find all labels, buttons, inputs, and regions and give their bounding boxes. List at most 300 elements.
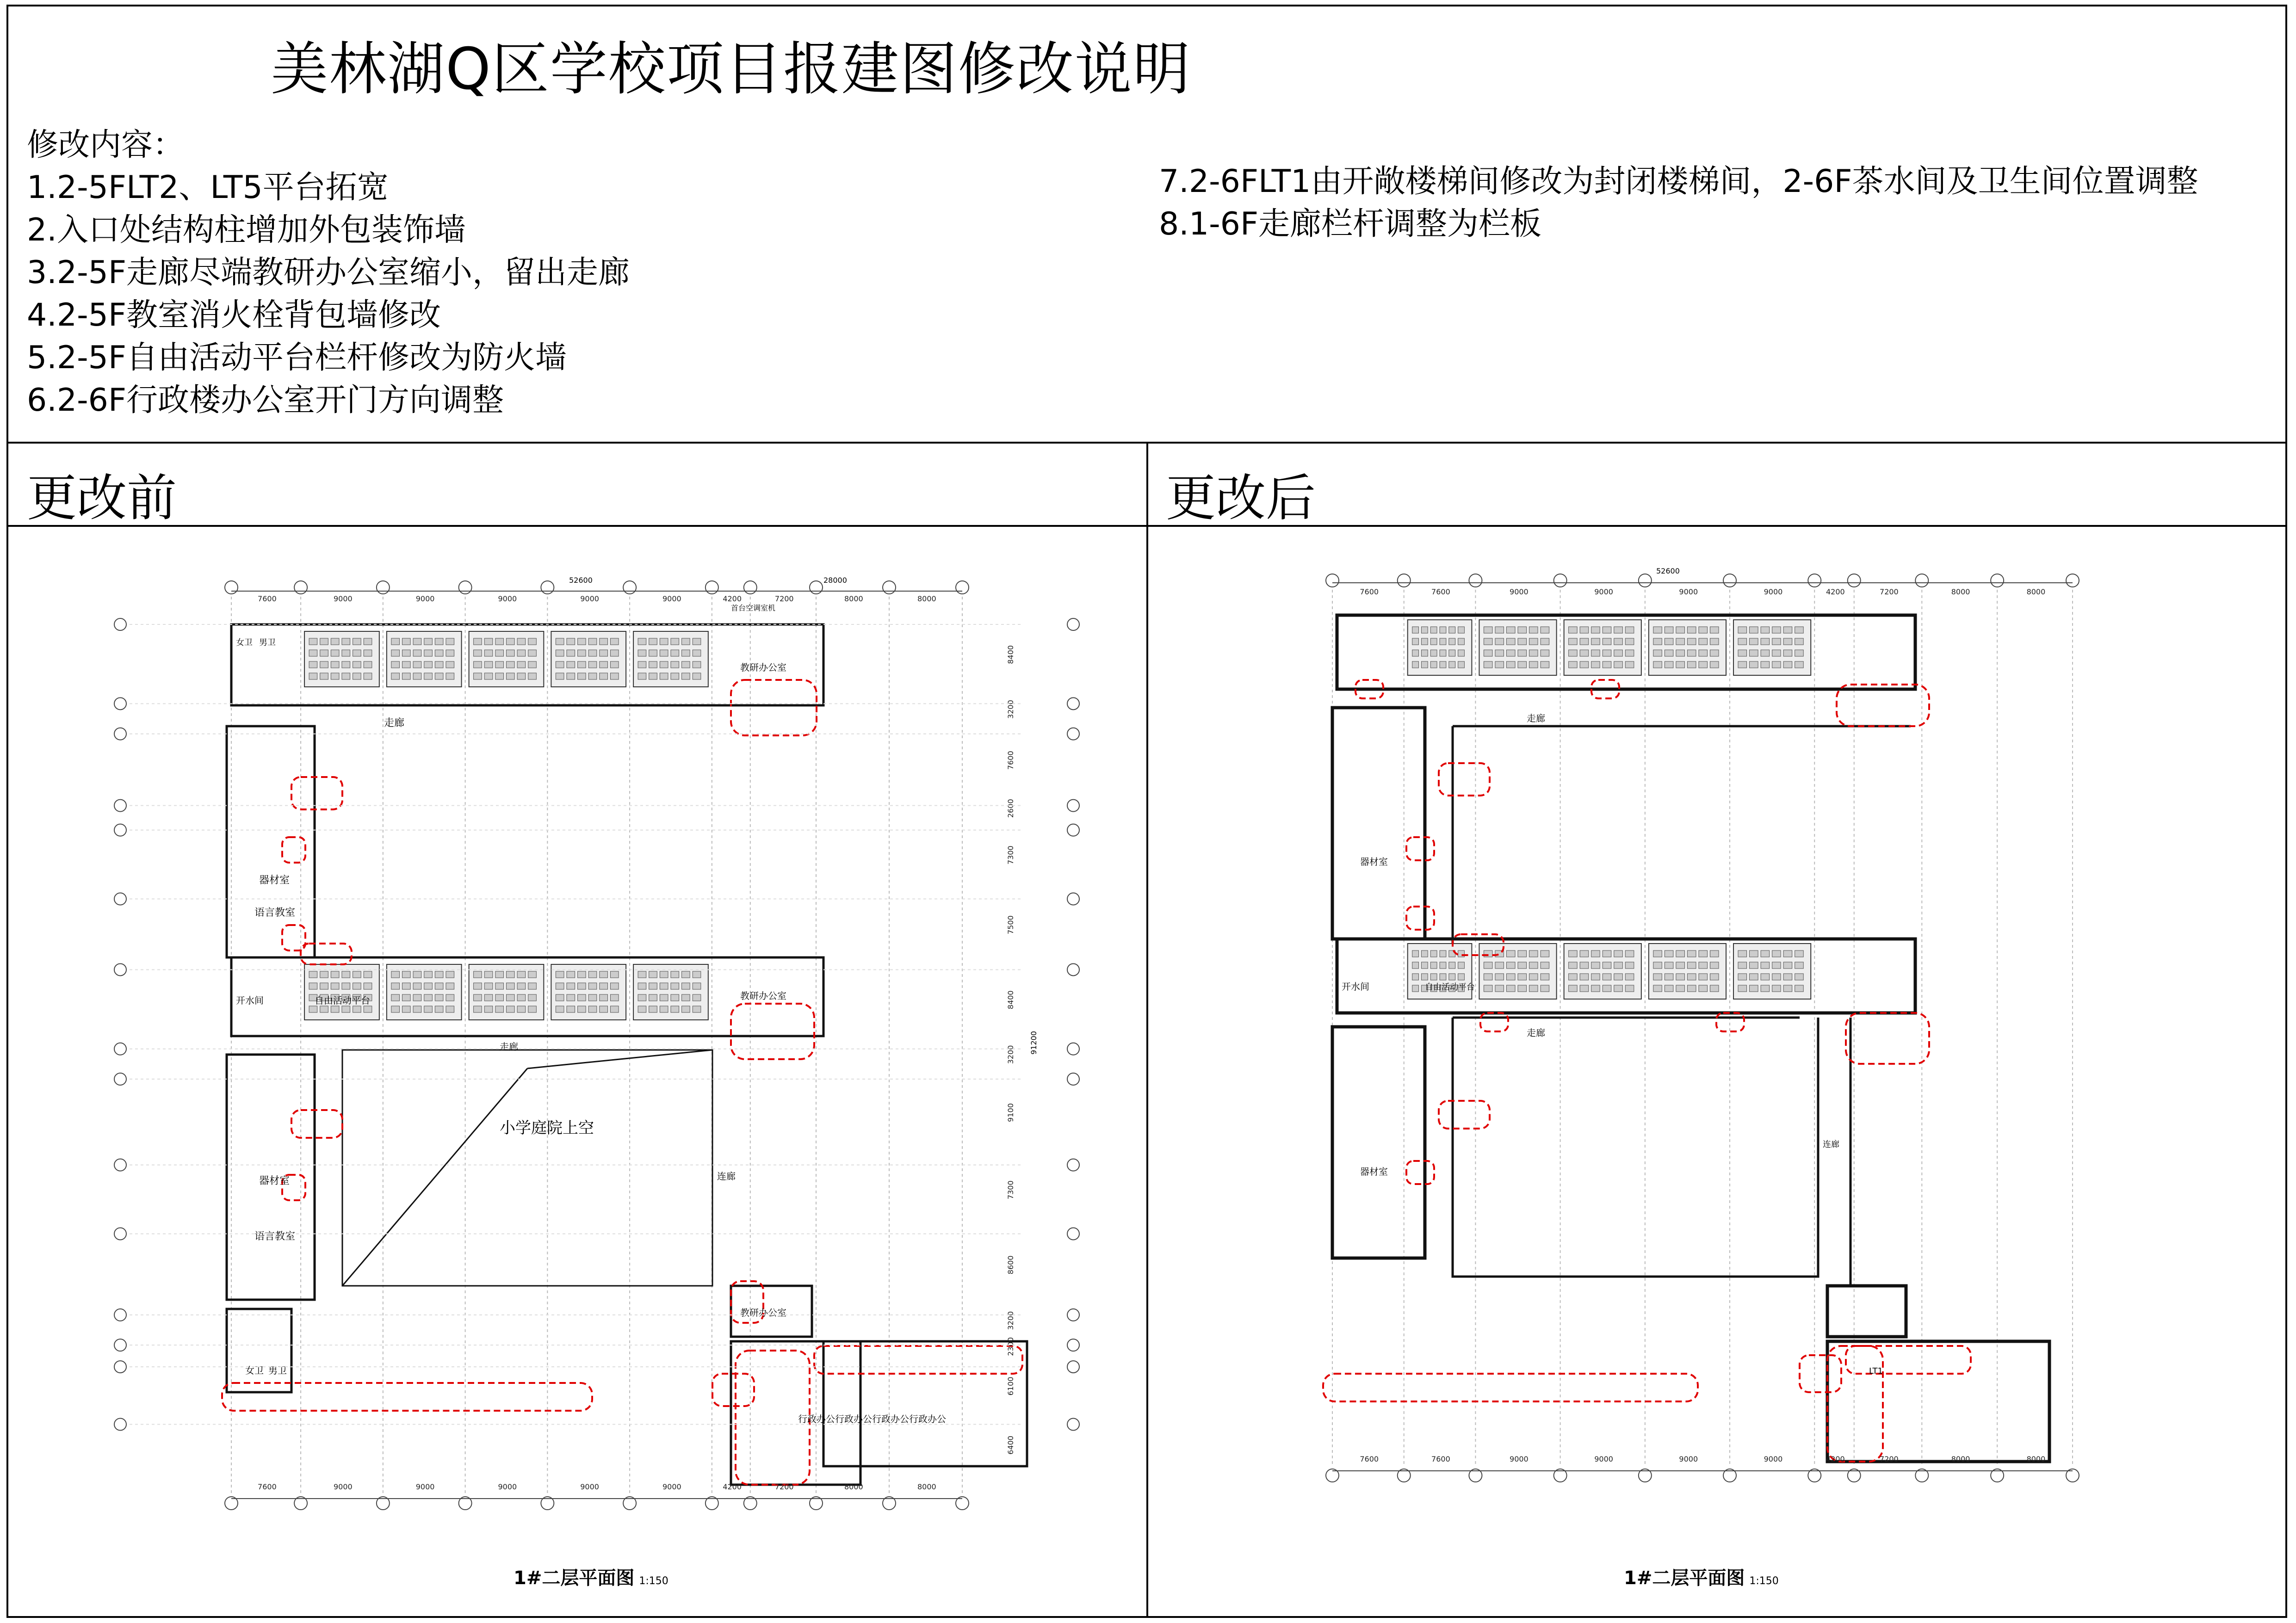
desk — [506, 661, 514, 668]
desk — [578, 971, 586, 978]
desk — [638, 1006, 646, 1012]
axis-bubble — [623, 581, 636, 594]
desk — [309, 673, 317, 679]
desk — [1484, 974, 1492, 980]
desk — [638, 971, 646, 978]
dimension-label: 9000 — [662, 594, 681, 603]
desk — [391, 1006, 400, 1012]
desk — [1761, 650, 1770, 656]
desk — [1710, 974, 1719, 980]
desk — [495, 661, 504, 668]
desk — [309, 650, 317, 656]
axis-bubble — [1067, 1043, 1079, 1055]
desk — [693, 983, 701, 989]
desk — [342, 638, 350, 645]
desk — [567, 650, 575, 656]
desk — [1569, 950, 1578, 957]
desk — [1421, 661, 1428, 668]
desk — [331, 661, 339, 668]
desk — [660, 994, 668, 1001]
dimension-label: 7600 — [258, 594, 277, 603]
desk — [353, 661, 361, 668]
room-label: 走廊 — [1527, 1027, 1545, 1038]
desk — [588, 1006, 597, 1012]
desk — [600, 983, 608, 989]
axis-bubble — [1067, 1228, 1079, 1240]
room-label: 走廊 — [1527, 713, 1545, 724]
desk — [567, 994, 575, 1001]
desk — [402, 1006, 410, 1012]
desk — [402, 971, 410, 978]
desk — [1580, 661, 1589, 668]
dimension-label: 7300 — [1006, 1180, 1015, 1200]
desk — [1430, 650, 1437, 656]
desk — [1421, 950, 1428, 957]
axis-bubble — [744, 581, 757, 594]
desk — [402, 983, 410, 989]
desk — [1710, 661, 1719, 668]
before-scale: 1:150 — [639, 1575, 668, 1587]
axis-bubble — [114, 893, 126, 905]
axis-bubble — [294, 581, 307, 594]
dimension-label: 9000 — [1594, 587, 1613, 596]
desk — [588, 638, 597, 645]
desk — [1653, 962, 1662, 969]
desk — [649, 994, 657, 1001]
desk — [649, 1006, 657, 1012]
desk — [1529, 950, 1538, 957]
desk — [671, 971, 679, 978]
desk — [320, 661, 328, 668]
room-label: LT1 — [1869, 1366, 1883, 1376]
desk — [1795, 962, 1804, 969]
desk — [331, 983, 339, 989]
desk — [413, 994, 421, 1001]
axis-bubble — [1808, 574, 1821, 587]
desk — [556, 638, 564, 645]
desk — [1687, 661, 1696, 668]
desk — [353, 1006, 361, 1012]
desk — [424, 673, 433, 679]
axis-bubble — [1067, 697, 1079, 710]
desk — [1653, 638, 1662, 645]
desk — [693, 994, 701, 1001]
desk — [474, 661, 482, 668]
desk — [506, 983, 514, 989]
desk — [1495, 974, 1504, 980]
desk — [578, 994, 586, 1001]
desk — [402, 638, 410, 645]
note-item: 7.2-6FLT1由开敞楼梯间修改为封闭楼梯间，2-6F茶水间及卫生间位置调整 — [1159, 163, 2198, 200]
desk — [484, 638, 493, 645]
dimension-label: 9100 — [1006, 1103, 1015, 1122]
desk — [578, 661, 586, 668]
desk — [671, 994, 679, 1001]
desk — [1430, 638, 1437, 645]
desk — [1580, 627, 1589, 633]
axis-bubble — [114, 1309, 126, 1321]
dimension-label: 7300 — [1006, 845, 1015, 865]
note-item: 6.2-6F行政楼办公室开门方向调整 — [27, 382, 504, 419]
desk — [506, 638, 514, 645]
desk — [682, 673, 690, 679]
desk — [1699, 985, 1708, 992]
desk — [1603, 962, 1611, 969]
desk — [556, 983, 564, 989]
desk — [1795, 650, 1804, 656]
desk — [1614, 962, 1623, 969]
axis-bubble — [541, 581, 554, 594]
after-drawing-title-text: 1#二层平面图 — [1624, 1567, 1745, 1589]
desk — [342, 650, 350, 656]
desk — [1449, 962, 1455, 969]
desk — [1569, 974, 1578, 980]
desk — [1676, 962, 1685, 969]
desk — [1687, 627, 1696, 633]
dimension-label: 7600 — [1431, 1455, 1450, 1463]
axis-bubble — [459, 581, 472, 594]
overall-height-dim: 91200 — [1029, 1031, 1038, 1055]
desk — [506, 650, 514, 656]
desk — [1430, 962, 1437, 969]
room-label: 语言教室 — [254, 1231, 296, 1242]
desk — [638, 983, 646, 989]
desk — [649, 983, 657, 989]
desk — [402, 673, 410, 679]
desk — [1653, 950, 1662, 957]
desk — [1529, 985, 1538, 992]
desk — [682, 1006, 690, 1012]
desk — [600, 661, 608, 668]
desk — [528, 1006, 537, 1012]
axis-bubble — [2066, 574, 2079, 587]
desk — [1710, 650, 1719, 656]
desk — [1569, 627, 1578, 633]
desk — [1580, 650, 1589, 656]
desk — [556, 673, 564, 679]
desk — [1440, 627, 1446, 633]
desk — [1506, 962, 1515, 969]
after-drawing-title — [1624, 1563, 1779, 1590]
desk — [1795, 950, 1804, 957]
dimension-label: 9000 — [1679, 1455, 1698, 1463]
before-drawing-title — [514, 1563, 668, 1590]
desk — [1710, 950, 1719, 957]
axis-bubble — [1915, 574, 1928, 587]
after-scale: 1:150 — [1749, 1575, 1779, 1587]
desk — [413, 638, 421, 645]
desk — [1529, 627, 1538, 633]
axis-bubble — [114, 728, 126, 740]
axis-bubble — [1067, 1418, 1079, 1430]
desk — [1783, 974, 1792, 980]
desk — [435, 983, 443, 989]
desk — [1738, 962, 1747, 969]
desk — [1665, 661, 1673, 668]
note-item: 8.1-6F走廊栏杆调整为栏板 — [1159, 206, 1542, 242]
desk — [342, 661, 350, 668]
desk — [588, 650, 597, 656]
desk — [1591, 962, 1600, 969]
desk — [1761, 962, 1770, 969]
axis-bubble — [1067, 618, 1079, 630]
desk — [671, 638, 679, 645]
dimension-label: 8000 — [1951, 1455, 1970, 1463]
desk — [1591, 950, 1600, 957]
desk — [1440, 962, 1446, 969]
axis-bubble — [1469, 574, 1482, 587]
room-label: 教研办公室 — [740, 1307, 786, 1318]
axis-bubble — [1398, 574, 1411, 587]
desk — [1699, 974, 1708, 980]
desk — [1518, 638, 1527, 645]
desk — [610, 983, 619, 989]
desk — [1529, 650, 1538, 656]
axis-bubble — [114, 1418, 126, 1430]
axis-bubble — [114, 1073, 126, 1085]
desk — [1738, 950, 1747, 957]
desk — [578, 650, 586, 656]
desk — [484, 971, 493, 978]
desk — [1614, 650, 1623, 656]
axis-bubble — [1067, 1073, 1079, 1085]
desk — [610, 661, 619, 668]
desk — [1518, 650, 1527, 656]
desk — [1676, 650, 1685, 656]
desk — [1614, 974, 1623, 980]
axis-bubble — [1991, 574, 2004, 587]
desk — [1430, 950, 1437, 957]
desk — [320, 1006, 328, 1012]
desk — [600, 638, 608, 645]
room-label: 开水间 — [236, 995, 264, 1006]
desk — [1506, 650, 1515, 656]
desk — [1484, 985, 1492, 992]
axis-bubble — [1639, 574, 1652, 587]
room-label: 器材室 — [1360, 856, 1388, 867]
desk — [1541, 962, 1549, 969]
desk — [1625, 627, 1634, 633]
desk — [1614, 627, 1623, 633]
desk — [1569, 985, 1578, 992]
desk — [1484, 962, 1492, 969]
room-label: 首台空调室机 — [731, 604, 776, 612]
dimension-label: 2300 — [1006, 1337, 1015, 1356]
desk — [1541, 638, 1549, 645]
desk — [528, 638, 537, 645]
dimension-label: 4200 — [723, 594, 742, 603]
desk — [610, 638, 619, 645]
desk — [693, 650, 701, 656]
desk — [660, 971, 668, 978]
note-item: 1.2-5FLT2、LT5平台拓宽 — [27, 169, 389, 206]
desk — [1495, 638, 1504, 645]
axis-bubble — [956, 581, 969, 594]
desk — [1676, 661, 1685, 668]
before-label: 更改前 — [27, 469, 177, 527]
desk — [446, 1006, 454, 1012]
desk — [506, 673, 514, 679]
desk — [1506, 627, 1515, 633]
desk — [1653, 650, 1662, 656]
desk — [671, 1006, 679, 1012]
axis-bubble — [1067, 1159, 1079, 1171]
desk — [1529, 638, 1538, 645]
desk — [682, 994, 690, 1001]
desk — [1783, 661, 1792, 668]
desk — [1421, 627, 1428, 633]
desk — [567, 1006, 575, 1012]
dimension-label: 6400 — [1006, 1436, 1015, 1455]
desk — [567, 983, 575, 989]
desk — [1699, 962, 1708, 969]
desk — [660, 661, 668, 668]
desk — [610, 650, 619, 656]
dimension-label: 7200 — [1880, 1455, 1899, 1463]
desk — [1541, 950, 1549, 957]
desk — [331, 673, 339, 679]
desk — [600, 673, 608, 679]
desk — [638, 994, 646, 1001]
axis-bubble — [1326, 574, 1339, 587]
desk — [495, 650, 504, 656]
room-label: 器材室 — [259, 875, 290, 886]
desk — [309, 661, 317, 668]
desk — [1580, 950, 1589, 957]
desk — [1580, 985, 1589, 992]
desk — [1687, 638, 1696, 645]
dimension-label: 8000 — [917, 594, 936, 603]
desk — [528, 983, 537, 989]
desk — [413, 1006, 421, 1012]
desk — [1518, 627, 1527, 633]
desk — [567, 661, 575, 668]
desk — [528, 661, 537, 668]
desk — [1580, 974, 1589, 980]
dimension-label: 9000 — [1764, 1455, 1783, 1463]
room-label: 行政办公行政办公行政办公行政办公 — [798, 1413, 946, 1425]
desk — [1676, 974, 1685, 980]
desk — [1614, 985, 1623, 992]
desk — [1750, 661, 1758, 668]
dimension-label: 9000 — [498, 1482, 517, 1491]
desk — [435, 638, 443, 645]
desk — [1603, 650, 1611, 656]
desk — [1495, 627, 1504, 633]
desk — [578, 983, 586, 989]
desk — [474, 1006, 482, 1012]
desk — [413, 983, 421, 989]
desk — [1412, 650, 1419, 656]
desk — [556, 971, 564, 978]
dimension-label: 7600 — [1360, 587, 1379, 596]
axis-bubble — [1723, 574, 1736, 587]
desk — [660, 1006, 668, 1012]
desk — [588, 994, 597, 1001]
desk — [1412, 661, 1419, 668]
axis-bubble — [114, 1339, 126, 1351]
dimension-label: 7600 — [1006, 751, 1015, 770]
desk — [1518, 974, 1527, 980]
desk — [1541, 974, 1549, 980]
desk — [364, 673, 372, 679]
desk — [682, 661, 690, 668]
desk — [506, 971, 514, 978]
dimension-label: 9000 — [333, 1482, 353, 1491]
axis-bubble — [114, 963, 126, 975]
desk — [1653, 985, 1662, 992]
axis-bubble — [1067, 800, 1079, 812]
desk — [424, 638, 433, 645]
desk — [446, 994, 454, 1001]
desk — [1529, 661, 1538, 668]
desk — [1761, 627, 1770, 633]
dimension-label: 7200 — [774, 1482, 794, 1491]
desk — [1772, 950, 1781, 957]
desk — [1518, 950, 1527, 957]
desk — [1440, 974, 1446, 980]
desk — [320, 983, 328, 989]
desk — [309, 971, 317, 978]
desk — [353, 650, 361, 656]
desk — [1750, 962, 1758, 969]
desk — [1676, 627, 1685, 633]
desk — [1738, 650, 1747, 656]
axis-bubble — [1067, 1339, 1079, 1351]
desk — [391, 673, 400, 679]
desk — [391, 638, 400, 645]
after-floor-plan — [1231, 546, 2285, 1586]
dimension-label: 9000 — [662, 1482, 681, 1491]
desk — [1699, 650, 1708, 656]
desk — [1458, 627, 1465, 633]
desk — [1412, 950, 1419, 957]
desk — [1653, 974, 1662, 980]
desk — [578, 638, 586, 645]
right-total-dim: 28000 — [823, 576, 847, 585]
dimension-label: 7600 — [1360, 1455, 1379, 1463]
desk — [600, 650, 608, 656]
desk — [1430, 627, 1437, 633]
desk — [1761, 638, 1770, 645]
desk — [600, 994, 608, 1001]
desk — [567, 971, 575, 978]
desk — [1687, 950, 1696, 957]
desk — [1430, 974, 1437, 980]
dimension-label: 9000 — [333, 594, 353, 603]
desk — [1440, 650, 1446, 656]
desk — [1603, 627, 1611, 633]
desk — [424, 983, 433, 989]
dimension-label: 3200 — [1006, 1045, 1015, 1064]
desk — [1710, 638, 1719, 645]
desk — [424, 971, 433, 978]
desk — [693, 661, 701, 668]
desk — [364, 971, 372, 978]
desk — [1625, 950, 1634, 957]
desk — [528, 971, 537, 978]
desk — [1710, 627, 1719, 633]
desk — [671, 661, 679, 668]
desk — [1495, 650, 1504, 656]
desk — [1412, 627, 1419, 633]
desk — [1614, 950, 1623, 957]
desk — [1614, 661, 1623, 668]
notes-heading: 修改内容： — [27, 127, 185, 163]
desk — [495, 994, 504, 1001]
desk — [364, 661, 372, 668]
dimension-label: 4200 — [1826, 587, 1845, 596]
